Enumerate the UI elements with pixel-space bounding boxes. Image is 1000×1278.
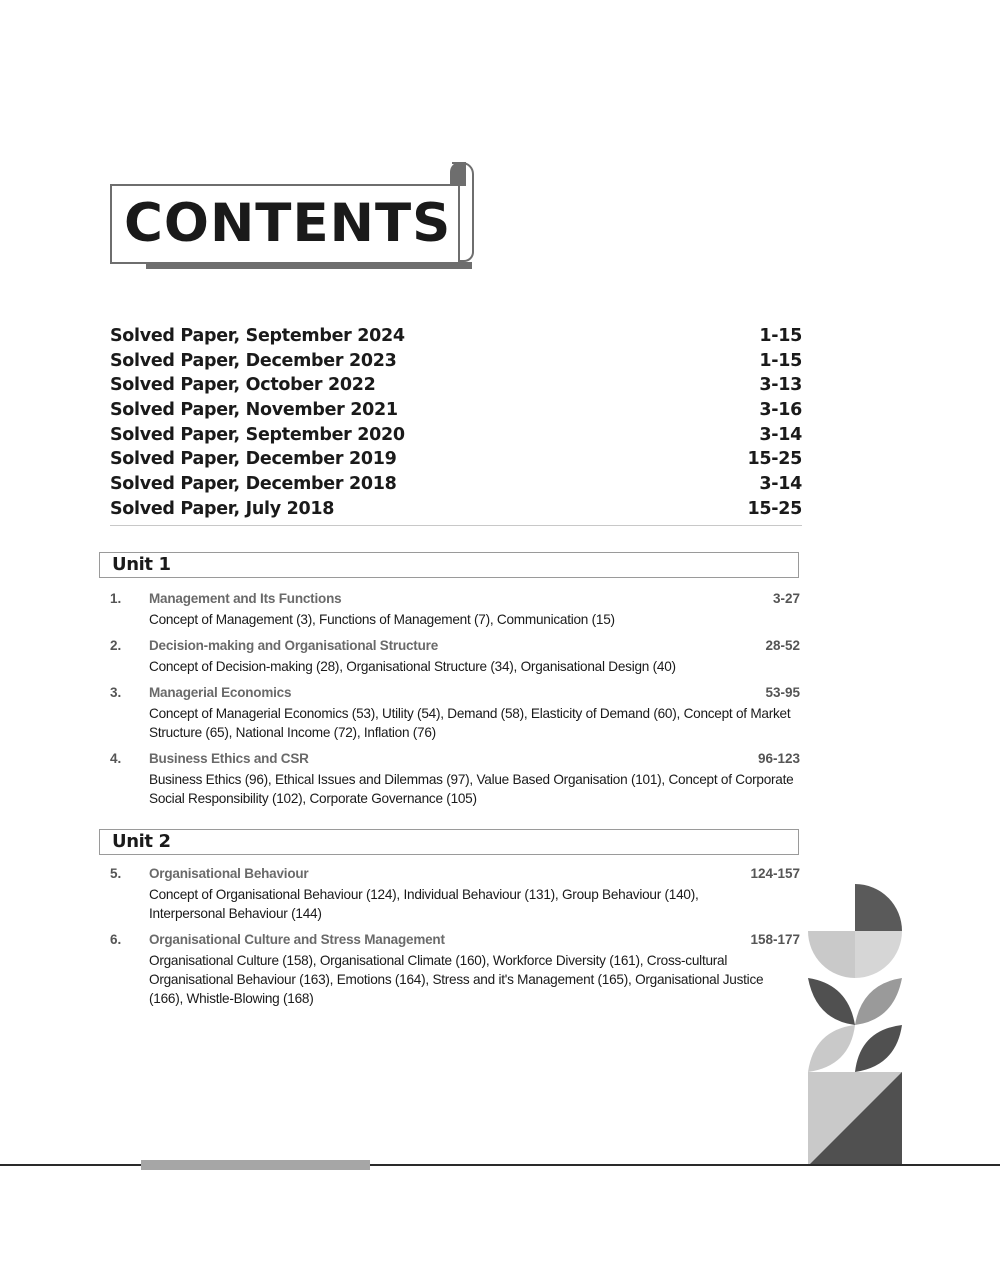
- solved-paper-pages: 3-13: [759, 375, 802, 396]
- banner-scroll-curl: [450, 162, 466, 186]
- chapter-pages: 96-123: [757, 751, 800, 766]
- page-title: CONTENTS: [124, 193, 452, 254]
- chapter-topics: Organisational Culture (158), Organisational Climate (160), Workforce Diversity (161), Cross-cultural Organisational Behaviour (163), Emotions (164), Stress and it's Management (165), Organisational Justice (166), Whistle-Blowing (168): [149, 953, 764, 1007]
- chapter-title: Organisational Behaviour: [149, 866, 309, 881]
- solved-paper-label: Solved Paper, December 2019: [110, 449, 397, 470]
- leaf-mid-shape: [855, 978, 902, 1025]
- unit-label: Unit 2: [112, 831, 171, 852]
- solved-paper-label: Solved Paper, September 2024: [110, 326, 405, 346]
- solved-papers-list: [110, 324, 802, 522]
- solved-paper-row: [110, 398, 802, 423]
- solved-paper-label: Solved Paper, September 2020: [110, 424, 405, 445]
- solved-paper-pages: 15-25: [747, 498, 802, 519]
- chapter-number: 3.: [110, 685, 122, 700]
- solved-paper-pages: 1-15: [759, 350, 802, 371]
- chapter-number: 4.: [110, 751, 122, 766]
- solved-paper-pages: 1-15: [759, 326, 802, 346]
- solved-paper-row: [110, 324, 802, 349]
- leaf-light-shape: [808, 1025, 855, 1072]
- leaf-dark-shape: [808, 978, 855, 1025]
- unit-header: [99, 829, 799, 855]
- chapter-topics: Business Ethics (96), Ethical Issues and Dilemmas (97), Value Based Organisation (101), Concept of Corporate Social Responsibility (102), Corporate Governance (105): [149, 772, 794, 807]
- chapter-number: 6.: [110, 932, 122, 947]
- chapter-pages: 124-157: [750, 866, 800, 881]
- solved-paper-label: Solved Paper, December 2023: [110, 350, 397, 371]
- chapter-topics: Concept of Management (3), Functions of Management (7), Communication (15): [149, 612, 615, 627]
- banner-underline: [146, 262, 472, 269]
- chapter-pages: 158-177: [750, 932, 800, 947]
- chapter-title: Managerial Economics: [149, 685, 292, 700]
- chapter-title: Decision-making and Organisational Structure: [149, 638, 439, 653]
- chapter-topics: Concept of Decision-making (28), Organisational Structure (34), Organisational Design (40): [149, 659, 676, 674]
- chapter-number: 5.: [110, 866, 122, 881]
- unit-header: [99, 552, 799, 578]
- solved-paper-label: Solved Paper, November 2021: [110, 400, 398, 421]
- solved-paper-row: [110, 373, 802, 398]
- solved-paper-row: [110, 497, 802, 522]
- leaf-dark-shape: [855, 1025, 902, 1072]
- chapter-number: 2.: [110, 638, 122, 653]
- contents-banner: [110, 162, 476, 270]
- solved-paper-row: [110, 472, 802, 497]
- chapter-title: Organisational Culture and Stress Management: [149, 932, 445, 947]
- solved-paper-row: [110, 349, 802, 374]
- solved-paper-pages: 3-14: [759, 474, 802, 495]
- chapter-topics: Concept of Organisational Behaviour (124), Individual Behaviour (131), Group Behaviour (140), Interpersonal Behaviour (144): [149, 887, 699, 922]
- solved-paper-row: [110, 447, 802, 472]
- chapter-title: Business Ethics and CSR: [149, 751, 309, 766]
- solved-papers-divider: [110, 525, 802, 526]
- chapter-pages: 53-95: [765, 685, 800, 700]
- quarter-circle-dark-shape: [855, 884, 902, 931]
- solved-paper-label: Solved Paper, December 2018: [110, 474, 397, 495]
- solved-paper-row: [110, 423, 802, 448]
- solved-paper-label: Solved Paper, October 2022: [110, 375, 376, 396]
- chapter-number: 1.: [110, 591, 122, 606]
- unit-label: Unit 1: [112, 554, 171, 575]
- chapter-pages: 3-27: [772, 591, 800, 606]
- decorative-geometric-art: [808, 884, 902, 1166]
- solved-paper-label: Solved Paper, July 2018: [110, 498, 335, 519]
- chapter-title: Management and Its Functions: [149, 591, 342, 606]
- solved-paper-pages: 3-16: [759, 400, 802, 421]
- chapter-topics: Concept of Managerial Economics (53), Utility (54), Demand (58), Elasticity of Demand (60), Concept of Market Structure (65), National Income (72), Inflation (76): [149, 706, 791, 741]
- solved-paper-pages: 15-25: [747, 449, 802, 470]
- solved-paper-pages: 3-14: [759, 424, 802, 445]
- footer-accent-bar: [141, 1160, 370, 1170]
- chapter-pages: 28-52: [765, 638, 800, 653]
